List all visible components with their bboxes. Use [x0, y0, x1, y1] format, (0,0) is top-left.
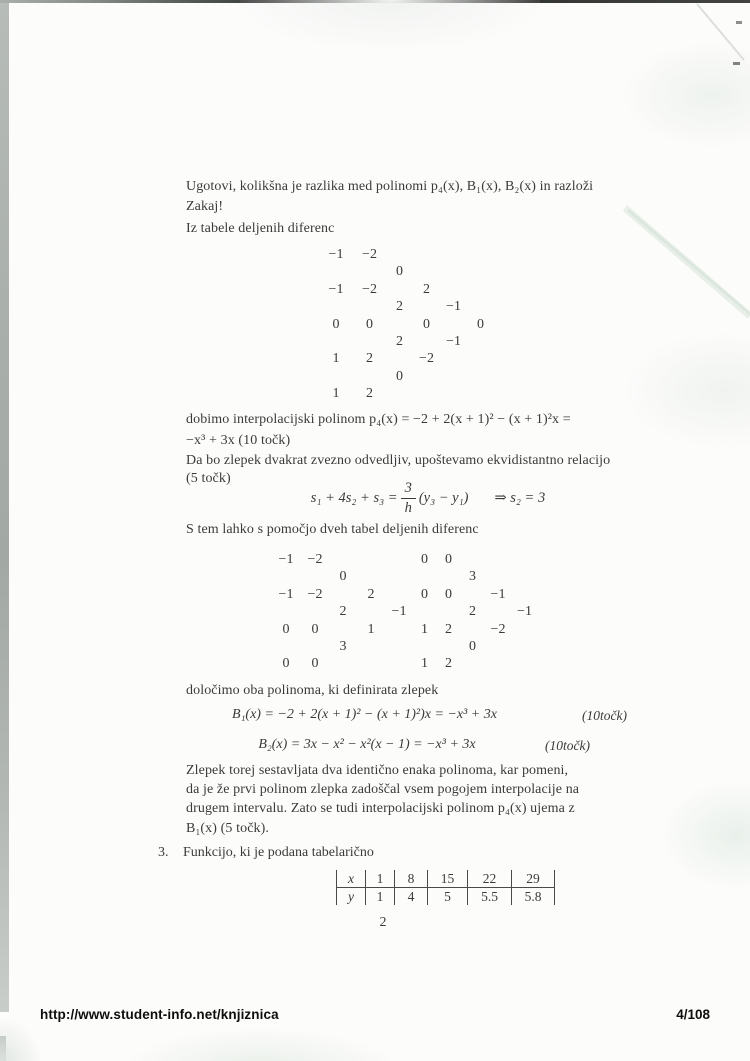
diff-cell — [511, 621, 538, 638]
value-cell: y — [336, 888, 365, 905]
conclusion-line-2: da je že prvi polinom zlepka zadoščal vsem pogojem interpolacije na — [186, 782, 580, 797]
diff-cell — [413, 333, 440, 350]
diff-cell: 0 — [366, 316, 373, 332]
diff-cell — [460, 551, 485, 568]
diff-cell — [485, 603, 511, 620]
conclusion-line-1: Zlepek torej sestavljata dva identično enaka polinoma, kar pomeni, — [186, 763, 569, 778]
diff-cell — [467, 281, 494, 298]
diff-cell — [353, 263, 386, 280]
diff-cell: 0 — [332, 316, 340, 332]
diff-cell: −2 — [490, 621, 506, 637]
diff-cell: 0 — [469, 638, 476, 654]
diff-cell — [353, 333, 386, 350]
diff-cell — [413, 298, 440, 315]
diff-cell — [301, 568, 329, 585]
diff-cell: −1 — [328, 281, 344, 297]
diff-cell: 0 — [396, 264, 403, 280]
diff-cell — [413, 385, 440, 402]
conclusion-line-3: drugem intervalu. Zato se tudi interpolacijski polinom p₄(x) ujema z — [186, 801, 575, 816]
diff-cell: −1 — [278, 586, 294, 602]
diff-cell — [386, 246, 413, 263]
diff-cell — [386, 350, 413, 367]
diff-cell — [271, 603, 301, 620]
diff-cell — [511, 568, 538, 585]
diff-cell — [467, 298, 494, 315]
diff-cell: 2 — [396, 333, 403, 349]
intro-line-2: Zakaj! — [186, 199, 224, 214]
diff-cell — [329, 551, 357, 568]
diff-cell — [386, 281, 413, 298]
scan-smudge — [0, 1020, 40, 1061]
diff-cell — [437, 568, 460, 585]
diff-cell — [412, 638, 437, 655]
diff-cell — [319, 333, 353, 350]
diff-cell: 2 — [366, 386, 373, 402]
equation-rhs: (y₃ − y₁) — [418, 489, 469, 506]
page-number: 2 — [379, 915, 387, 930]
diff-cell — [385, 586, 413, 603]
polynomial-line-2: −x³ + 3x (10 točk) — [186, 433, 291, 448]
diff-cell: 1 — [332, 386, 340, 402]
scan-top-edge — [0, 0, 750, 3]
footer-page-indicator: 4/108 — [676, 1007, 710, 1022]
value-cell: 4 — [394, 888, 427, 905]
function-value-table — [336, 870, 555, 905]
diff-cell — [319, 298, 353, 315]
diff-cell: 1 — [332, 351, 340, 367]
diff-cell: 0 — [396, 368, 403, 384]
value-cell: 1 — [365, 888, 394, 905]
equation-lhs: s₁ + 4s₂ + s₃ = — [310, 489, 398, 506]
polynomial-line-1: dobimo interpolacijski polinom p₄(x) = −2 + 2(x + 1)² − (x + 1)²x = — [186, 412, 571, 427]
diff-cell — [385, 568, 413, 585]
equation-b1 — [186, 707, 627, 723]
intro-line-1: Ugotovi, kolikšna je razlika med polinomi p₄(x), B₁(x), B₂(x) in razloži — [186, 179, 594, 194]
scan-smudge — [620, 330, 750, 450]
diff-cell — [467, 385, 494, 402]
diff-cell — [467, 263, 494, 280]
diff-cell: −1 — [490, 586, 506, 602]
diff-cell — [357, 568, 385, 585]
divided-difference-table-main — [319, 246, 494, 403]
diff-cell: 1 — [421, 621, 428, 637]
value-cell: 5.5 — [467, 888, 511, 905]
diff-cell — [319, 368, 353, 385]
diff-cell — [319, 263, 353, 280]
diff-cell — [301, 603, 329, 620]
scan-smudge — [620, 40, 750, 150]
diff-cell — [271, 568, 301, 585]
value-cell: 5.8 — [511, 888, 555, 905]
diff-cell — [386, 385, 413, 402]
diff-cell — [511, 655, 538, 672]
diff-cell: 0 — [339, 569, 347, 585]
diff-cell — [301, 638, 329, 655]
equation-b1-points: (10točk) — [582, 708, 627, 723]
fraction-denominator: h — [401, 498, 416, 516]
diff-cell — [485, 638, 511, 655]
diff-cell: 0 — [421, 586, 428, 602]
diff-cell — [467, 246, 494, 263]
diff-cell — [412, 568, 437, 585]
diff-cell: 3 — [469, 569, 476, 585]
scan-left-edge — [0, 0, 9, 1012]
diff-cell: −1 — [446, 299, 461, 315]
diff-cell — [485, 551, 511, 568]
diff-cell — [357, 638, 385, 655]
diff-cell — [485, 655, 511, 672]
diff-cell: −2 — [362, 281, 377, 297]
diff-cell — [385, 638, 413, 655]
diff-cell: 0 — [445, 586, 452, 602]
equation-b1-body: B₁(x) = −2 + 2(x + 1)² − (x + 1)²)x = −x³ + 3x — [232, 707, 497, 722]
value-cell: 29 — [511, 870, 555, 888]
diff-cell: 0 — [421, 552, 428, 567]
diff-cell — [440, 368, 467, 385]
scan-smudge — [660, 780, 750, 890]
diff-cell: 0 — [311, 656, 319, 672]
value-cell: 8 — [394, 870, 427, 888]
diff-cell — [353, 368, 386, 385]
equidistant-relation-equation — [186, 479, 618, 517]
diff-cell — [385, 551, 413, 568]
diff-cell — [440, 246, 467, 263]
diff-cell: 0 — [282, 656, 290, 672]
diff-cell: −1 — [391, 604, 407, 620]
scan-smudge — [240, 0, 540, 50]
divided-difference-table-right — [412, 551, 538, 673]
diff-cell: 0 — [423, 316, 430, 332]
diff-cell: 0 — [477, 316, 484, 332]
value-cell: x — [336, 870, 365, 888]
diff-cell: 2 — [396, 299, 403, 315]
diff-cell: 2 — [445, 621, 452, 637]
two-tables-intro-line: S tem lahko s pomočjo dveh tabel deljenih diferenc — [186, 522, 479, 537]
diff-cell: 1 — [367, 621, 375, 637]
diff-cell — [413, 246, 440, 263]
diff-cell — [385, 655, 413, 672]
diff-cell — [440, 385, 467, 402]
diff-cell — [353, 298, 386, 315]
diff-cell — [412, 603, 437, 620]
diff-cell — [271, 638, 301, 655]
table-intro-line: Iz tabele deljenih diferenc — [186, 221, 335, 236]
spline-condition-line-1: Da bo zlepek dvakrat zvezno odvedljiv, upoštevamo ekvidistantno relacijo — [186, 453, 611, 468]
diff-cell — [329, 586, 357, 603]
question-3-number: 3. — [158, 845, 169, 860]
diff-cell: −1 — [328, 247, 344, 262]
diff-cell — [460, 621, 485, 638]
diff-cell: −1 — [278, 552, 294, 567]
value-cell: 15 — [427, 870, 467, 888]
diff-cell — [511, 586, 538, 603]
diff-cell: 2 — [366, 351, 373, 367]
diff-cell: 3 — [339, 638, 347, 654]
diff-cell: 0 — [311, 621, 319, 637]
scan-left-edge-mark — [0, 1036, 6, 1061]
diff-cell: −2 — [307, 552, 323, 567]
diff-cell — [440, 263, 467, 280]
define-polynomials-line: določimo oba polinoma, ki definirata zlepek — [186, 683, 439, 698]
diff-cell — [437, 603, 460, 620]
diff-cell — [511, 638, 538, 655]
diff-cell — [467, 350, 494, 367]
diff-cell: 2 — [423, 281, 430, 297]
value-cell: 5 — [427, 888, 467, 905]
equation-b2 — [186, 737, 618, 753]
conclusion-line-4: B₁(x) (5 točk). — [186, 821, 269, 836]
footer-url: http://www.student-info.net/knjiznica — [40, 1007, 279, 1022]
diff-cell — [460, 586, 485, 603]
diff-cell — [467, 333, 494, 350]
diff-cell — [440, 350, 467, 367]
diff-cell: 2 — [367, 586, 375, 602]
question-3-text: Funkcijo, ki je podana tabelarično — [183, 845, 374, 860]
diff-cell: 1 — [421, 656, 428, 672]
diff-cell: 2 — [445, 656, 452, 672]
diff-cell: −2 — [362, 247, 377, 262]
diff-cell: −1 — [446, 333, 461, 349]
diff-cell — [329, 655, 357, 672]
diff-cell: 2 — [339, 604, 347, 620]
diff-cell — [385, 621, 413, 638]
diff-cell — [413, 368, 440, 385]
fraction — [401, 481, 416, 515]
fraction-numerator: 3 — [404, 480, 412, 496]
diff-cell — [357, 603, 385, 620]
diff-cell — [511, 551, 538, 568]
value-cell: 22 — [467, 870, 511, 888]
divided-difference-table-left — [271, 551, 413, 673]
equation-result: ⇒ s₂ = 3 — [494, 489, 546, 506]
diff-cell: 0 — [282, 621, 290, 637]
diff-cell — [460, 655, 485, 672]
diff-cell — [467, 368, 494, 385]
scan-smudge — [130, 1030, 390, 1061]
diff-cell — [329, 621, 357, 638]
spline-condition-line-2: (5 točk) — [186, 471, 231, 486]
diff-cell — [440, 316, 467, 333]
value-cell: 1 — [365, 870, 394, 888]
diff-cell — [440, 281, 467, 298]
diff-cell — [437, 638, 460, 655]
diff-cell: 0 — [445, 552, 452, 567]
diff-cell — [413, 263, 440, 280]
equation-b2-points: (10točk) — [545, 738, 590, 753]
diff-cell: 2 — [469, 604, 476, 620]
diff-cell — [485, 568, 511, 585]
diff-cell: −2 — [307, 586, 323, 602]
diff-cell — [386, 316, 413, 333]
equation-b2-body: B₂(x) = 3x − x² − x²(x − 1) = −x³ + 3x — [258, 737, 476, 752]
diff-cell — [357, 655, 385, 672]
diff-cell: −2 — [419, 351, 434, 367]
diff-cell: −1 — [517, 604, 532, 620]
diff-cell — [357, 551, 385, 568]
